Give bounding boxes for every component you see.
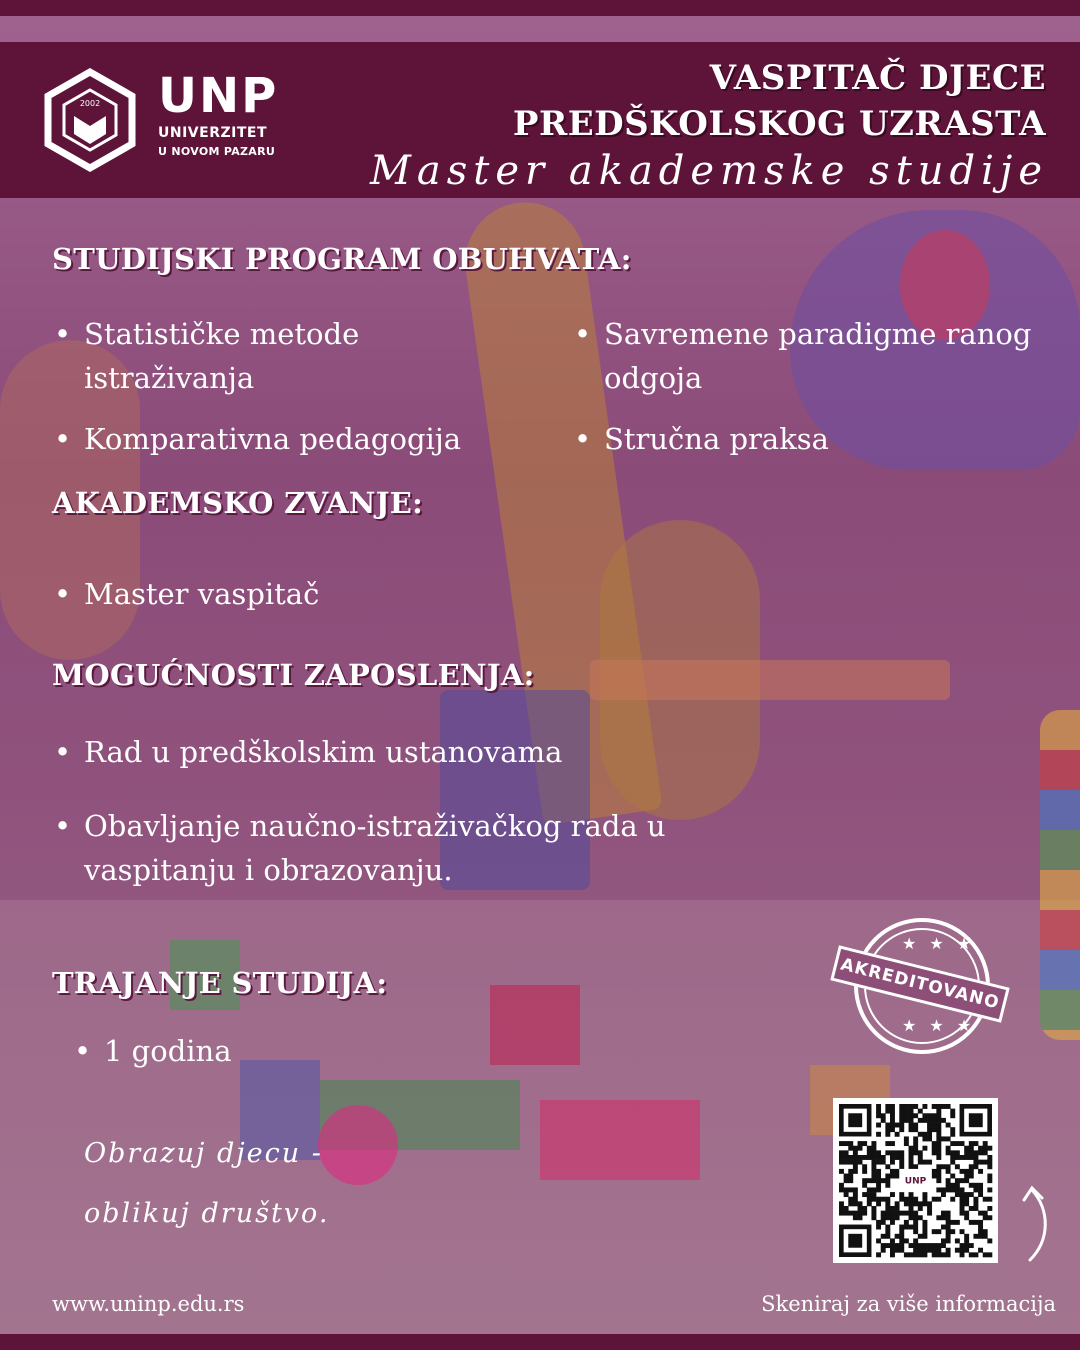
logo-year: 2002 — [79, 99, 101, 108]
page-title-line-1: VASPITAČ DJECE — [709, 58, 1046, 98]
top-strip — [0, 0, 1080, 16]
page-title-line-2: PREDŠKOLSKOG UZRASTA — [512, 104, 1046, 144]
stars-icon: ★ ★ ★ — [902, 934, 976, 953]
motto-line-1: Obrazuj djecu - — [84, 1138, 323, 1169]
bullet-icon: • — [54, 317, 72, 351]
toy-ball — [318, 1105, 398, 1185]
logo-wordmark: UNP — [158, 68, 279, 124]
bullet-icon: • — [54, 422, 72, 456]
scan-caption: Skeniraj za više informacija — [761, 1292, 1056, 1316]
list-item-text: Savremene paradigme ranog odgoja — [604, 317, 1032, 395]
bullet-icon: • — [574, 317, 592, 351]
page-subtitle: Master akademske studije — [369, 148, 1048, 194]
list-item-text: 1 godina — [104, 1034, 232, 1068]
section-heading-program: STUDIJSKI PROGRAM OBUHVATA: — [52, 242, 632, 276]
bullet-icon: • — [74, 1034, 92, 1068]
bullet-icon: • — [54, 577, 72, 611]
list-item — [74, 1029, 474, 1073]
qr-code-icon — [833, 1098, 998, 1263]
stamp-text: AKREDITOVANO — [838, 954, 1002, 1014]
list-item-text: Statističke metode istraživanja — [84, 317, 360, 395]
toy-block — [490, 985, 580, 1065]
bullet-icon: • — [54, 735, 72, 769]
section-heading-jobs: MOGUĆNOSTI ZAPOSLENJA: — [52, 658, 535, 692]
logo-line-2: U NOVOM PAZARU — [158, 145, 276, 158]
motto-line-2: oblikuj društvo. — [84, 1198, 330, 1229]
list-item-text: Komparativna pedagogija — [84, 422, 462, 456]
list-item — [54, 417, 554, 461]
section-heading-title: AKADEMSKO ZVANJE: — [52, 486, 424, 520]
list-item — [574, 417, 1034, 461]
list-item — [54, 804, 754, 892]
logo-hexagon-icon — [44, 68, 136, 172]
svg-text:UNP: UNP — [904, 1176, 927, 1187]
curved-arrow-icon — [1010, 1180, 1060, 1270]
section-heading-duration: TRAJANJE STUDIJA: — [52, 966, 388, 1000]
list-item — [574, 312, 1034, 400]
table-decor — [590, 660, 950, 700]
list-item — [54, 730, 754, 774]
bullet-icon: • — [574, 422, 592, 456]
list-item-text: Obavljanje naučno-istraživačkog rada u vaspitanju i obrazovanju. — [84, 809, 666, 887]
qr-code[interactable] — [833, 1098, 998, 1263]
list-item-text: Stručna praksa — [604, 422, 829, 456]
ring-stack-toy — [1040, 710, 1080, 1040]
bottom-strip — [0, 1334, 1080, 1350]
website-link[interactable]: www.uninp.edu.rs — [52, 1292, 245, 1316]
list-item — [54, 572, 554, 616]
accreditation-stamp — [832, 916, 1008, 1056]
list-item-text: Rad u predškolskim ustanovama — [84, 735, 563, 769]
list-item — [54, 312, 514, 400]
stars-icon: ★ ★ ★ — [902, 1016, 976, 1035]
logo-line-1: UNIVERZITET — [158, 125, 267, 141]
bullet-icon: • — [54, 809, 72, 843]
list-item-text: Master vaspitač — [84, 577, 320, 611]
toy-block — [540, 1100, 700, 1180]
